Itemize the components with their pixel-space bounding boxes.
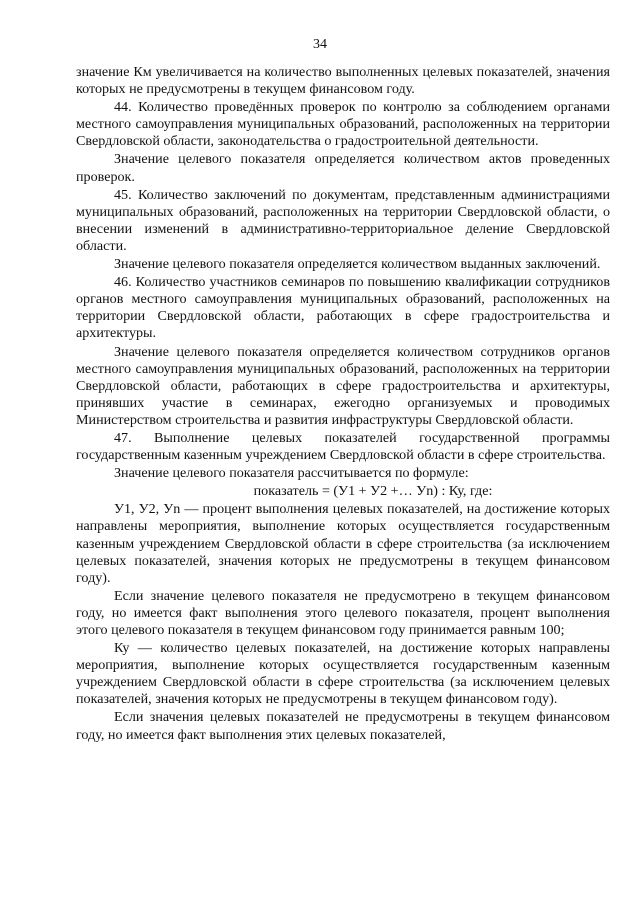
paragraph-if-not-planned: Если значение целевого показателя не предусмотрено в текущем финансовом году, но имеется факт выполнения этого целевого показателя, процент выполнения этого целевого показателя в текущем финансовом году принимается равным 100; <box>76 587 610 638</box>
paragraph-item-45: 45. Количество заключений по документам, представленным администрациями муниципальных образований, расположенных на территории Свердловской области, о внесении изменений в административно-территориальное деление Свердловской области. <box>76 186 610 254</box>
paragraph-if-values-not-planned: Если значения целевых показателей не предусмотрены в текущем финансовом году, но имеется факт выполнения этих целевых показателей, <box>76 709 610 743</box>
paragraph-item-45-value: Значение целевого показателя определяется количеством выданных заключений. <box>114 256 601 273</box>
paragraph-item-46-value: Значение целевого показателя определяется количеством сотрудников органов местного самоуправления муниципальных образований, расположенных на территории Свердловской области, работающих в сфере градостроительства и архитектуры, принявших участие в семинарах, ежегодно организуемых и проводимых Министерством строительства и развития инфраструктуры Свердловской области. <box>76 343 610 428</box>
paragraph-item-44: 44. Количество проведённых проверок по контролю за соблюдением органами местного самоуправления муниципальных образований, расположенных на территории Свердловской области, законодательства о градостроительной деятельности. <box>76 99 610 150</box>
paragraph-u-definition: У1, У2, Уn — процент выполнения целевых показателей, на достижение которых направлены мероприятия, выполнение которых осуществляется государственным казенным учреждением Свердловской области в сфере строительства (за исключением целевых показателей, значения которых не предусмотрены в текущем финансовом году). <box>76 501 610 586</box>
paragraph-formula-intro: Значение целевого показателя рассчитывается по формуле: <box>114 465 469 482</box>
paragraph-item-44-value: Значение целевого показателя определяется количеством актов проведенных проверок. <box>76 151 610 185</box>
formula-line: показатель = (У1 + У2 +… Уn) : Ку, где: <box>253 483 493 500</box>
paragraph-item-47: 47. Выполнение целевых показателей государственной программы государственным казенным учреждением Свердловской области в сфере строительства. <box>76 429 610 464</box>
page-body <box>76 64 610 745</box>
paragraph-km-continuation: значение Км увеличивается на количество выполненных целевых показателей, значения которых не предусмотрены в текущем финансовом году. <box>76 64 610 98</box>
paragraph-item-46: 46. Количество участников семинаров по повышению квалификации сотрудников органов местного самоуправления муниципальных образований, расположенных на территории Свердловской области, работающих в сфере градостроительства и архитектуры. <box>76 274 610 342</box>
paragraph-ku-definition: Ку — количество целевых показателей, на достижение которых направлены мероприятия, выполнение которых осуществляется государственным казенным учреждением Свердловской области в сфере строительства (за исключением целевых показателей, значения которых не предусмотрены в текущем финансовом году). <box>76 640 610 708</box>
page-number: 34 <box>313 37 327 52</box>
